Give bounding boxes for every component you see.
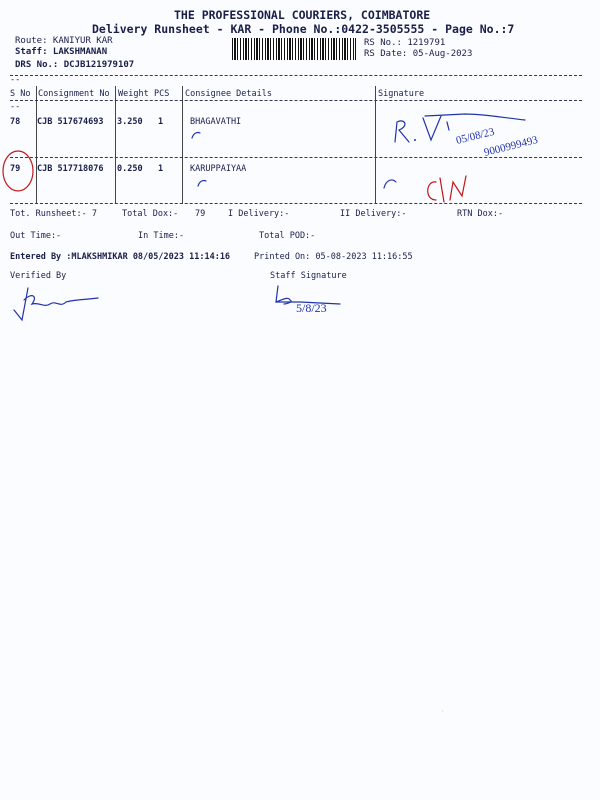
verified-by-signature <box>10 282 110 327</box>
row-consignee: KARUPPAIYAA <box>190 164 247 174</box>
column-divider <box>182 86 183 204</box>
col-header-signature: Signature <box>378 89 425 99</box>
row-consignment: CJB 517718076 <box>37 164 104 174</box>
staff-signature-label: Staff Signature <box>270 271 347 281</box>
ink-mark <box>196 176 216 190</box>
row-weight: 0.250 <box>117 164 143 174</box>
verified-by-label: Verified By <box>10 271 67 281</box>
cn-note <box>420 172 480 208</box>
printed-on: Printed On: 05-08-2023 11:16:55 <box>254 252 413 262</box>
out-time: Out Time:- <box>10 231 62 241</box>
company-name: THE PROFESSIONAL COURIERS, COIMBATORE <box>174 8 431 22</box>
row-pcs: 1 <box>158 117 164 127</box>
rtn-dox: RTN Dox:- <box>457 209 504 219</box>
drs-number: DRS No.: DCJB121979107 <box>15 60 135 70</box>
column-divider <box>375 86 376 204</box>
row-consignee: BHAGAVATHI <box>190 117 242 127</box>
svg-text:5/8/23: 5/8/23 <box>296 301 327 315</box>
i-delivery: I Delivery:- <box>228 209 290 219</box>
red-circle-mark <box>0 148 40 198</box>
barcode <box>232 38 356 60</box>
ink-mark <box>190 128 210 142</box>
scan-speck: · <box>441 708 445 715</box>
col-header-pcs: PCS <box>154 89 170 99</box>
row-weight: 3.250 <box>117 117 143 127</box>
total-dox-value: 79 <box>195 209 206 219</box>
row-consignment: CJB 517674693 <box>37 117 104 127</box>
runsheet-title: Delivery Runsheet - KAR - Phone No.:0422-3505555 - Page No.:7 <box>92 22 515 36</box>
divider <box>10 75 582 76</box>
ink-mark <box>380 174 410 194</box>
total-pod: Total POD:- <box>259 231 316 241</box>
tot-runsheet: Tot. Runsheet:- 7 <box>10 209 97 219</box>
recipient-signature-row78 <box>385 100 585 160</box>
staff-signature <box>270 282 360 322</box>
total-dox-label: Total Dox:- <box>122 209 179 219</box>
staff-label: Staff: LAKSHMANAN <box>15 47 108 57</box>
col-header-sno: S No <box>10 89 31 99</box>
row78-note: R. Ve 05/08/23 9000999493 <box>385 100 401 101</box>
divider <box>10 203 582 204</box>
svg-text:05/08/23: 05/08/23 <box>454 125 496 147</box>
column-divider <box>115 86 116 204</box>
row-pcs: 1 <box>158 164 164 174</box>
rs-date: RS Date: 05-Aug-2023 <box>364 49 473 59</box>
row-sno: 79 <box>10 164 21 174</box>
col-header-weight: Weight <box>118 89 149 99</box>
svg-text:9000999493: 9000999493 <box>482 133 540 159</box>
route-label: Route: KANIYUR KAR <box>15 36 113 46</box>
in-time: In Time:- <box>138 231 185 241</box>
rs-number: RS No.: 1219791 <box>364 38 446 48</box>
row-sno: 78 <box>10 117 21 127</box>
ii-delivery: II Delivery:- <box>340 209 407 219</box>
dash-mark: -- <box>10 75 21 85</box>
dash-mark: -- <box>10 102 21 112</box>
entered-by: Entered By :MLAKSHMIKAR 08/05/2023 11:14:16 <box>10 252 231 262</box>
svg-text:C/N: C/N <box>420 172 422 173</box>
col-header-consignment: Consignment No <box>38 89 110 99</box>
col-header-consignee: Consignee Details <box>185 89 272 99</box>
